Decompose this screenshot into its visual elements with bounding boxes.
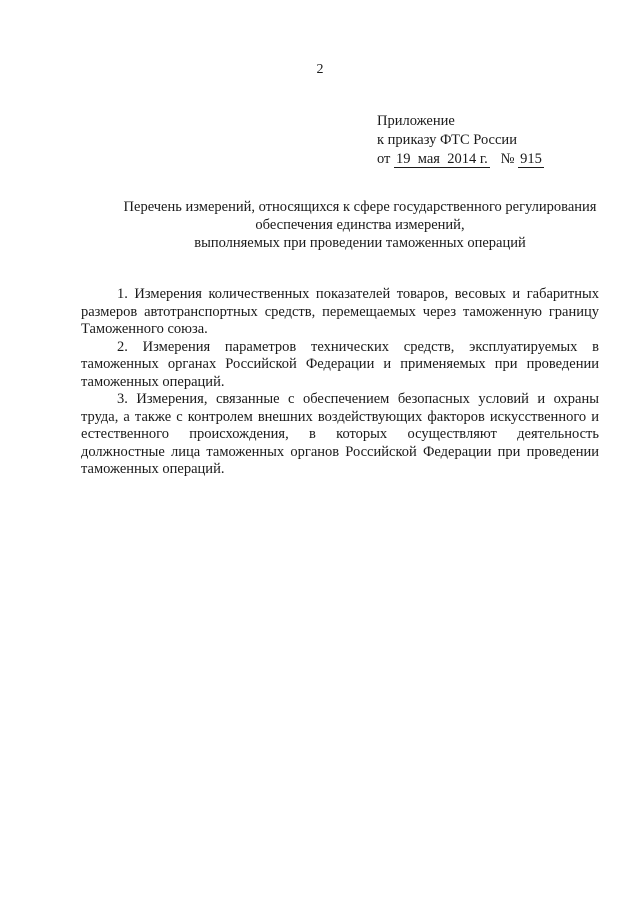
date-value [394,152,490,168]
list-item-1: 1. Измерения количественных показателей товаров, весовых и габаритных размеров автотранспортных средств, перемещаемых через таможенную границу Таможенного союза. [81,286,599,337]
annex-order-date-line [377,150,544,169]
annex-label: Приложение [377,113,455,129]
list-item-2: 2. Измерения параметров технических средств, эксплуатируемых в таможенных органах Российской Федерации и применяемых при проведении таможенных операций. [81,338,599,390]
list-item-3: 3. Измерения, связанные с обеспечением безопасных условий и охраны труда, а также с контролем внешних воздействующих факторов искусственного и естественного происхождения, в которых осуществляют деятельность должностные лица таможенных органов Российской Федерации при проведении таможенных операций. [81,391,599,477]
date-year: 2014 г. [447,151,488,167]
document-title [60,198,640,252]
title-line-2: обеспечения единства измерений, [255,217,465,233]
annex-header [377,112,544,169]
annex-order-reference: к приказу ФТС России [377,132,517,148]
title-line-3: выполняемых при проведении таможенных операций [194,235,526,251]
measurements-list [81,286,599,479]
page-number: 2 [316,62,324,77]
number-prefix: № [500,151,515,167]
date-month: мая [417,151,440,167]
title-line-1: Перечень измерений, относящихся к сфере государственного регулирования [123,199,597,215]
date-day: 19 [396,151,411,167]
order-number: 915 [520,151,542,167]
date-prefix: от [377,151,391,167]
